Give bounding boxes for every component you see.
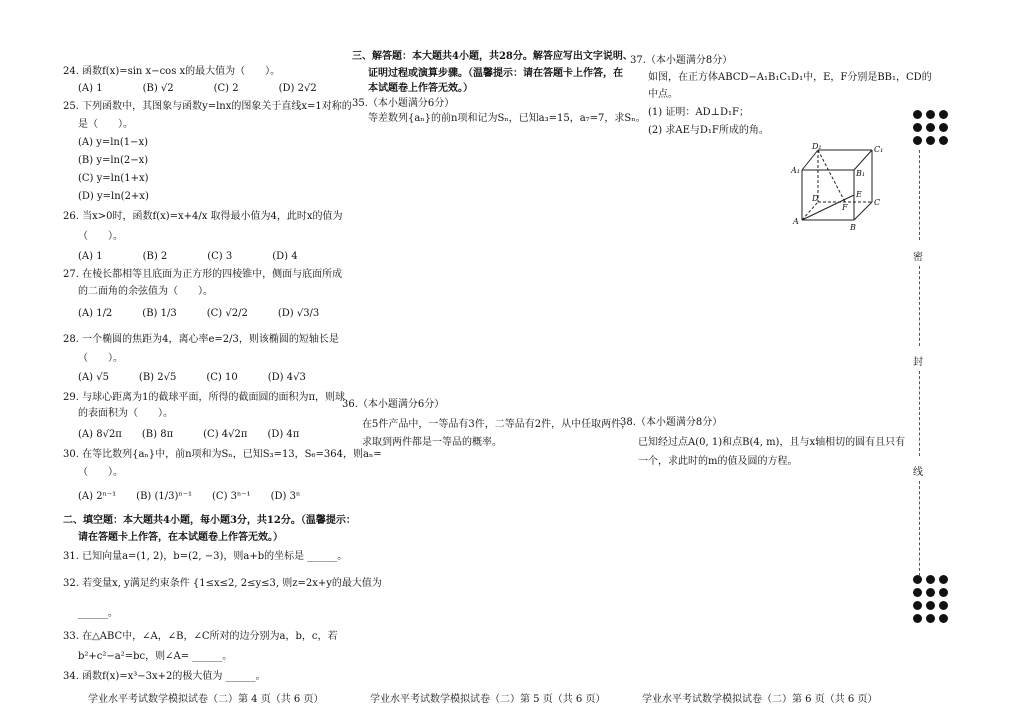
q29-stem-cont: 的表面积为（ ）。 [78,408,173,419]
page-4-footer: 学业水平考试数学模拟试卷（二）第 4 页（共 6 页） [88,694,324,705]
section-3-heading: 三、解答题：本大题共4小题，共28分。解答应写出文字说明、 [352,51,633,62]
cube-diagram [790,140,890,235]
q35-text: 等差数列{aₙ}的前n项和记为Sₙ，已知a₃=15，a₇=7，求Sₙ。 [368,113,646,124]
cube-label-f: F [842,203,848,212]
q27-options: (A) 1/2 (B) 1/3 (C) √2/2 (D) √3/3 [78,308,320,319]
q37-text-cont: 中点。 [648,89,678,100]
seal-dash [919,481,921,576]
dot-icon [913,614,922,623]
q33-stem: 33. 在△ABC中，∠A，∠B，∠C所对的边分别为a，b，c，若 [63,631,338,642]
q32-blank: ______。 [78,608,118,619]
cube-label-b1: B₁ [856,169,866,178]
seal-dash [919,371,921,456]
cube-label-c: C [874,198,881,207]
cube-label-d: D [812,194,819,203]
page-5-footer: 学业水平考试数学模拟试卷（二）第 5 页（共 6 页） [370,694,606,705]
dot-icon [939,614,948,623]
q32: 32. 若变量x, y满足约束条件 {1≤x≤2, 2≤y≤3, 则z=2x+y的最大值为 [63,578,382,589]
cube-label-a1: A₁ [791,166,800,175]
dot-icon [913,123,922,132]
q25-option-c: (C) y=ln(1+x) [78,173,149,184]
q26-stem-cont: （ ）。 [78,231,123,242]
q37-text: 如图，在正方体ABCD−A₁B₁C₁D₁中，E，F分别是BB₁，CD的 [648,72,932,83]
section-3-note-cont: 本试题卷上作答无效。） [368,83,473,94]
cube-label-d1: D₁ [812,142,822,151]
cube-label-e: E [856,190,862,199]
q34: 34. 函数f(x)=x³−3x+2的极大值为 ______。 [63,671,266,682]
q28-stem-cont: （ ）。 [78,353,123,364]
dot-icon [913,136,922,145]
dot-icon [939,136,948,145]
q38-text: 已知经过点A(0, 1)和点B(4, m)，且与x轴相切的圆有且只有 [638,437,906,448]
q25-stem-cont: 是（ ）。 [78,119,133,130]
dot-icon [939,588,948,597]
q25-option-d: (D) y=ln(2+x) [78,191,149,202]
q38-header: 38.（本小题满分8分） [620,417,723,428]
dot-icon [939,110,948,119]
q36-header: 36.（本小题满分6分） [342,399,445,410]
q31: 31. 已知向量a=(1, 2)，b=(2, −3)，则a+b的坐标是 ______。 [63,551,348,562]
q28-options: (A) √5 (B) 2√5 (C) 10 (D) 4√3 [78,372,306,383]
dot-icon [926,575,935,584]
seal-label-xian: 线 [913,467,923,478]
q30-options: (A) 2ⁿ⁻¹ (B) (1/3)ⁿ⁻¹ (C) 3ⁿ⁻¹ (D) 3ⁿ [78,491,301,502]
q25-option-b: (B) y=ln(2−x) [78,155,149,166]
dot-icon [926,614,935,623]
binding-dots-bottom [913,575,948,623]
dot-icon [939,575,948,584]
section-2-note: 请在答题卡上作答，在本试题卷上作答无效。） [78,532,283,543]
q30-stem-cont: （ ）。 [78,467,123,478]
dot-icon [926,123,935,132]
q36-text-cont: 求取到两件都是一等品的概率。 [362,437,502,448]
dot-icon [926,110,935,119]
seal-label-mi: 密 [913,252,923,263]
q37-header: 37.（本小题满分8分） [630,55,733,66]
q27-stem-cont: 的二面角的余弦值为（ ）。 [78,286,213,297]
q33-stem-cont: b²+c²−a²=bc，则∠A= ______。 [78,651,233,662]
binding-dots-top [913,110,948,145]
cube-label-a: A [793,217,799,226]
q38-text-cont: 一个，求此时的m的值及圆的方程。 [638,456,798,467]
cube-label-b: B [850,223,856,232]
dot-icon [939,601,948,610]
dot-icon [926,588,935,597]
q24-stem: 24. 函数f(x)=sin x−cos x的最大值为（ ）。 [63,66,281,77]
q26-options: (A) 1 (B) 2 (C) 3 (D) 4 [78,251,298,262]
seal-label-feng: 封 [913,357,923,368]
section-3-note: 证明过程或演算步骤。（温馨提示：请在答题卡上作答，在 [368,68,623,79]
q37-part-1: (1) 证明：AD⊥D₁F； [648,107,749,118]
q28-stem: 28. 一个椭圆的焦距为4，离心率e=2/3，则该椭圆的短轴长是 [63,334,339,345]
q29-options: (A) 8√2π (B) 8π (C) 4√2π (D) 4π [78,429,300,440]
q29-stem: 29. 与球心距离为1的截球平面，所得的截面圆的面积为π，则球 [63,392,346,403]
q35-header: 35.（本小题满分6分） [352,98,455,109]
q27-stem: 27. 在棱长都相等且底面为正方形的四棱锥中，侧面与底面所成 [63,269,343,280]
q37-part-2: (2) 求AE与D₁F所成的角。 [648,125,769,136]
page-6-footer: 学业水平考试数学模拟试卷（二）第 6 页（共 6 页） [642,694,878,705]
dot-icon [926,136,935,145]
q25-stem: 25. 下列函数中，其图象与函数y=lnx的图象关于直线x=1对称的 [63,101,352,112]
q30-stem: 30. 在等比数列{aₙ}中，前n项和为Sₙ，已知S₃=13，S₆=364，则aₙ= [63,449,382,460]
dot-icon [913,588,922,597]
seal-dash [919,150,921,240]
q24-options: (A) 1 (B) √2 (C) 2 (D) 2√2 [78,83,317,94]
dot-icon [913,601,922,610]
seal-dash [919,266,921,346]
dot-icon [926,601,935,610]
cube-label-c1: C₁ [874,145,884,154]
dot-icon [913,110,922,119]
seal-line [913,150,927,580]
section-2-heading: 二、填空题：本大题共4小题，每小题3分，共12分。（温馨提示： [63,515,356,526]
dot-icon [939,123,948,132]
q36-text: 在5件产品中，一等品有3件，二等品有2件，从中任取两件， [362,419,632,430]
q26-stem: 26. 当x>0时，函数f(x)=x+4/x 取得最小值为4，此时x的值为 [63,211,343,222]
q25-option-a: (A) y=ln(1−x) [78,137,149,148]
